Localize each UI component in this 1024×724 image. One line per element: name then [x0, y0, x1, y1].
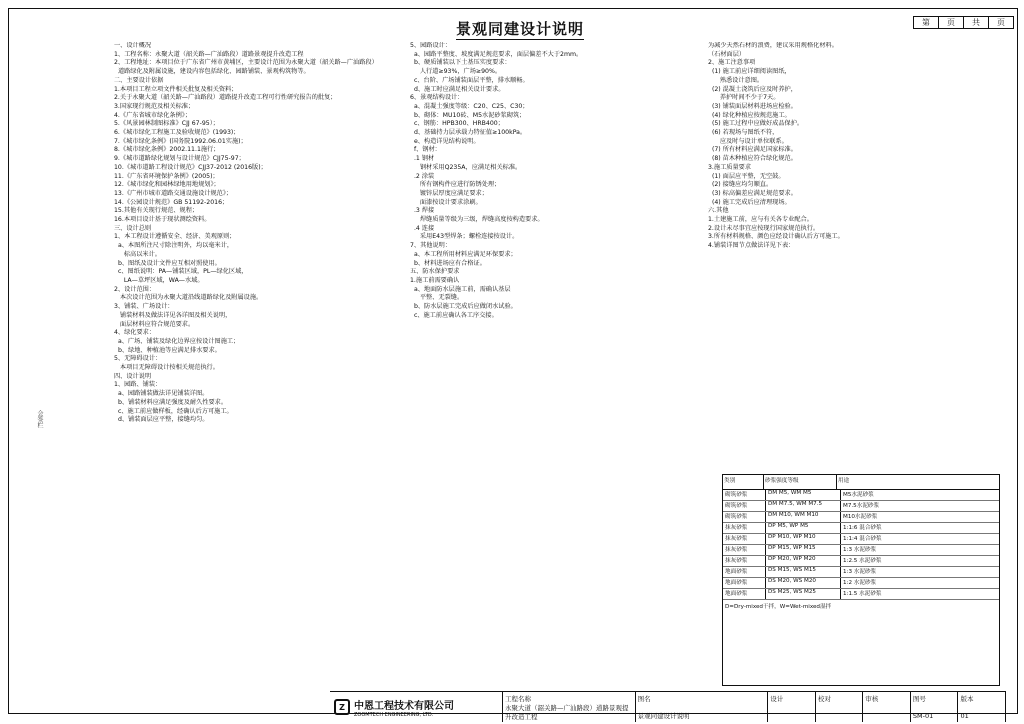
- text-line: 五、防水保护要求: [410, 268, 460, 276]
- text-line: 道路绿化及附属设施，建设内容包括绿化、园路铺装、景观构筑物等。: [114, 68, 310, 76]
- table-row: [723, 578, 999, 589]
- text-line: 面层材料应符合规范要求。: [114, 320, 195, 328]
- company-mark-icon: Z: [334, 699, 350, 715]
- text-line: 1、本工程设计遵循安全、经济、美观原则；: [114, 233, 236, 241]
- text-line: 二、主要设计依据: [114, 76, 164, 84]
- table-cell: 地面砂浆: [723, 567, 766, 577]
- text-line: 1、园路、铺装：: [114, 381, 162, 389]
- table-cell: DP M20, WP M20: [766, 556, 841, 566]
- text-line: 六.其他: [708, 207, 729, 215]
- text-line: 2.关于永聚大道（韶关路—广汕路段）道路提升改造工程可行性研究报告的批复；: [114, 94, 337, 102]
- table-cell: 1:1:4 混合砂浆: [843, 536, 882, 542]
- table-row: [723, 556, 999, 567]
- text-line: d、基础持力层承载力特征值≥100kPa。: [410, 129, 527, 137]
- text-line: 9.《城市道路绿化规划与设计规范》CJJ75-97；: [114, 155, 245, 163]
- table-cell: DS M20, WS M20: [766, 578, 841, 588]
- side-note: 会签栏: [36, 410, 43, 428]
- text-line: 6、景观结构设计：: [410, 94, 464, 102]
- text-line: (6) 若现场与图纸不符，: [708, 129, 779, 137]
- text-line: 铺装材料及做法详见各详图及相关说明，: [114, 311, 232, 319]
- text-line: b、图纸及设计文件应互相对照使用。: [114, 259, 221, 267]
- text-line: b、砌体：MU10砖、M5水泥砂浆砌筑；: [410, 111, 526, 119]
- text-line: a、本图所注尺寸除注明外，均以毫米计，: [114, 242, 234, 250]
- text-line: (1) 施工前应详细阅读图纸，: [708, 68, 791, 76]
- text-line: a、广场、铺装及绿化边界应按设计图施工；: [114, 337, 240, 345]
- text-line: (3) 标高偏差应满足规范要求。: [708, 189, 797, 197]
- text-line: d、铺装面层应平整，接缝均匀。: [114, 416, 209, 424]
- text-line: 平整、无裂缝。: [410, 294, 464, 302]
- left-column-text: [114, 42, 400, 672]
- title-block-label: 图名: [637, 695, 651, 703]
- text-line: (7) 所有材料应满足国家标准。: [708, 146, 797, 154]
- table-cell: 砌筑砂浆: [723, 490, 766, 500]
- text-line: 本项目无障碍设计按相关规范执行。: [114, 364, 219, 372]
- text-line: (8) 苗木种植应符合绿化规范。: [708, 155, 797, 163]
- text-line: (5) 施工过程中应做好成品保护。: [708, 120, 804, 128]
- table-cell: 抹灰砂浆: [723, 545, 766, 555]
- text-line: 8.《城市绿化条例》2002.11.1施行；: [114, 146, 220, 154]
- title-block-cell: [816, 692, 864, 722]
- table-cell: 1:1.5 水泥砂浆: [843, 591, 882, 597]
- title-block-value: 景观同建设计说明: [637, 712, 690, 720]
- table-row: [723, 589, 999, 600]
- table-header-cell: 砂浆强度等级: [764, 475, 837, 489]
- middle-column-text: [410, 42, 696, 672]
- table-cell: DP M10, WP M10: [766, 534, 841, 544]
- table-cell: M10水泥砂浆: [843, 514, 878, 520]
- text-line: 应及时与设计单位联系。: [708, 137, 788, 145]
- table-cell: DS M15, WS M15: [766, 567, 841, 577]
- page-title: 景观同建设计说明: [456, 20, 585, 38]
- title-block-label: 设计: [770, 695, 784, 703]
- text-line: 1.土建施工前，应与有关各专业配合。: [708, 216, 813, 224]
- text-line: 2、施工注意事项: [708, 59, 756, 67]
- text-line: 15.其他有关现行规范、规程；: [114, 207, 199, 215]
- text-line: 4.《广东省城市绿化条例》；: [114, 111, 192, 119]
- title-block-cell: [958, 692, 1006, 722]
- text-line: 6.《城市绿化工程施工及验收规范》(1993)；: [114, 129, 240, 137]
- title-block-cell: [768, 692, 816, 722]
- text-line: f、钢材：: [410, 146, 441, 154]
- title-block-label: 图号: [912, 695, 926, 703]
- text-line: .1 钢材: [410, 155, 435, 163]
- text-line: 熟悉设计意图。: [708, 76, 764, 84]
- text-line: a、园路平整度、坡度满足规范要求，面层偏差不大于2mm。: [410, 50, 583, 58]
- text-line: .4 连接: [410, 224, 435, 232]
- table-cell: 抹灰砂浆: [723, 556, 766, 566]
- text-line: c、施工前应确认各工序交接。: [410, 311, 498, 319]
- title-block-label: 校对: [817, 695, 831, 703]
- text-line: 2、设计范围：: [114, 285, 156, 293]
- table-header-cell: 用途: [838, 478, 850, 484]
- company-logo: [330, 692, 503, 722]
- title-block-cell: [503, 692, 636, 722]
- table-header: [723, 475, 999, 490]
- table-cell: 地面砂浆: [723, 589, 766, 599]
- table-cell: 1:2.5 水泥砂浆: [843, 558, 882, 564]
- table-header-cell: 类别: [723, 475, 764, 489]
- table-cell: 1:1:6 混合砂浆: [843, 525, 882, 531]
- text-line: 标高以米计。: [114, 250, 161, 258]
- text-line: a、本工程所用材料应满足环保要求；: [410, 250, 517, 258]
- text-line: (2) 接缝应均匀顺直。: [708, 181, 773, 189]
- text-line: 本次设计范围为永聚大道沿线道路绿化及附属设施。: [114, 294, 263, 302]
- title-block-label: 工程名称: [505, 695, 531, 703]
- table-row: [723, 567, 999, 578]
- text-line: 三、设计总则: [114, 224, 152, 232]
- table-cell: 抹灰砂浆: [723, 534, 766, 544]
- text-line: .3 焊接: [410, 207, 435, 215]
- table-cell: M5水泥砂浆: [843, 492, 874, 498]
- mortar-spec-table: [722, 474, 1000, 686]
- text-line: c、图纸说明：PA—铺装区域，PL—绿化区域，: [114, 268, 248, 276]
- text-line: 一、设计概况: [114, 42, 152, 49]
- table-cell: DP M15, WP M15: [766, 545, 841, 555]
- table-cell: DM M7.5, WM M7.5: [766, 501, 841, 511]
- text-line: b、材料进场应有合格证。: [410, 259, 486, 267]
- text-line: 2.设计未尽事宜应按现行国家规范执行。: [708, 224, 820, 232]
- text-line: 钢材采用Q235A，应满足相关标准。: [410, 163, 522, 171]
- text-line: c、钢筋：HPB300、HRB400；: [410, 120, 504, 128]
- table-row: [723, 490, 999, 501]
- title-block-value: 永聚大道（韶关路—广汕路段）道路景观提升改造工程: [505, 704, 629, 721]
- title-block-cell: [863, 692, 911, 722]
- text-line: 5.《风景园林制图标准》CJJ 67-95）；: [114, 120, 219, 128]
- text-line: (2) 混凝土浇筑后应及时养护，: [708, 85, 797, 93]
- text-line: c、台阶、广场铺装面层平整，排水顺畅。: [410, 76, 529, 84]
- title-block-label: 审核: [865, 695, 879, 703]
- text-line: a、混凝土强度等级：C20、C25、C30；: [410, 102, 529, 110]
- text-line: 11.《广东省环境保护条例》(2005)；: [114, 172, 219, 180]
- table-note: D=Dry-mixed干拌，W=Wet-mixed湿拌: [725, 604, 832, 610]
- table-cell: 地面砂浆: [723, 578, 766, 588]
- text-line: 四、设计说明: [114, 372, 152, 380]
- table-cell: 1:3 水泥砂浆: [843, 547, 877, 553]
- text-line: 3.所有材料规格、颜色应经设计确认后方可施工。: [708, 233, 844, 241]
- text-line: 焊缝质量等级为三级，焊缝高度按构造要求。: [410, 216, 544, 224]
- text-line: 3、铺装、广场设计：: [114, 303, 174, 311]
- page-box-cell: 页: [938, 17, 963, 28]
- text-line: 12.《城市绿化和园林绿地用地规划》；: [114, 181, 220, 189]
- page-number-box: [913, 16, 1014, 29]
- company-name: 中恩工程技术有限公司: [354, 700, 454, 712]
- text-line: 面漆按设计要求涂刷。: [410, 198, 482, 206]
- text-line: b、绿地、种植池等应满足排水要求。: [114, 346, 221, 354]
- text-line: (3) 铺装面层材料进场应检验。: [708, 102, 797, 110]
- text-line: 1、工程名称：永聚大道（韶关路—广汕路段）道路景观提升改造工程: [114, 50, 304, 58]
- page-box-cell: 共: [963, 17, 988, 28]
- title-block-label: 版本: [960, 695, 974, 703]
- text-line: 1.施工前需要确认: [410, 276, 460, 284]
- table-row: [723, 501, 999, 512]
- company-name-en: ZOOMTECH ENGINEERING, LTD.: [354, 711, 434, 718]
- title-block-cell: [911, 692, 959, 722]
- text-line: （石材面层）: [708, 50, 746, 58]
- text-line: 1.本项目工程立项文件相关批复及相关资料；: [114, 85, 238, 93]
- table-cell: M7.5水泥砂浆: [843, 503, 880, 509]
- text-line: 3.施工质量要求: [708, 163, 752, 171]
- text-line: 为减少天然石材的浪费，建议采用规格化材料。: [708, 42, 838, 49]
- text-line: 2、工程地址：本项目位于广东省广州市黄埔区，主要设计范围为永聚大道（韶关路—广汕路段）: [114, 59, 378, 67]
- text-line: 7.《城市绿化条例》(国务院1992.06.01实施)；: [114, 137, 247, 145]
- table-cell: DM M10, WM M10: [766, 512, 841, 522]
- text-line: e、构造详见结构说明。: [410, 137, 480, 145]
- text-line: LA—草坪区域，WA—水域。: [114, 276, 204, 284]
- table-cell: 抹灰砂浆: [723, 523, 766, 533]
- text-line: 人行道≥93%，广场≥90%。: [410, 68, 502, 76]
- text-line: a、园路铺装做法详见铺装详图。: [114, 390, 209, 398]
- table-row: [723, 523, 999, 534]
- text-line: (4) 绿化种植应按规范施工。: [708, 111, 791, 119]
- title-block-value: SM-01: [912, 712, 934, 720]
- text-line: (1) 面层应平整，无空鼓。: [708, 172, 785, 180]
- text-line: 4.铺装详图节点做法详见下表：: [708, 242, 795, 250]
- table-cell: DP M5, WP M5: [766, 523, 841, 533]
- table-row: [723, 512, 999, 523]
- text-line: d、施工时应满足相关设计要求。: [410, 85, 505, 93]
- text-line: b、防水层施工完成后应做闭水试验。: [410, 303, 517, 311]
- text-line: b、铺装材料应满足强度及耐久性要求。: [114, 398, 228, 406]
- text-line: c、施工前应做样板，经确认后方可施工。: [114, 407, 233, 415]
- page-box-cell: 第: [922, 18, 930, 27]
- text-line: 7、其他说明：: [410, 242, 452, 250]
- table-cell: 砌筑砂浆: [723, 501, 766, 511]
- text-line: 5、无障碍设计：: [114, 355, 162, 363]
- table-cell: 1:3 水泥砂浆: [843, 569, 877, 575]
- table-cell: DM M5, WM M5: [766, 490, 841, 500]
- text-line: 16.本项目设计基于现状测绘资料。: [114, 216, 211, 224]
- table-cell: 砌筑砂浆: [723, 512, 766, 522]
- text-line: a、地面防水层施工前，需确认基层: [410, 285, 511, 293]
- text-line: 3.国家现行规范及相关标准；: [114, 102, 195, 110]
- table-cell: 1:2 水泥砂浆: [843, 580, 877, 586]
- text-line: (4) 施工完成后应清理现场。: [708, 198, 791, 206]
- text-line: .2 涂装: [410, 172, 435, 180]
- text-line: b、硬质铺装以下土基压实度要求：: [410, 59, 511, 67]
- page-box-cell: 页: [988, 17, 1013, 28]
- title-block: [330, 691, 1006, 722]
- text-line: 13.《广州市城市道路交通设施设计规范》；: [114, 189, 233, 197]
- text-line: 镀锌层厚度应满足要求；: [410, 189, 488, 197]
- text-line: 养护时间不少于7天。: [708, 94, 780, 102]
- text-line: 14.《公园设计规范》GB 51192-2016；: [114, 198, 229, 206]
- text-line: 5、园路设计：: [410, 42, 452, 49]
- text-line: 所有钢构件应进行防锈处理；: [410, 181, 501, 189]
- title-block-value: 01: [960, 712, 969, 720]
- text-line: 4、绿化要求：: [114, 329, 156, 337]
- table-row: [723, 545, 999, 556]
- text-line: 10.《城市道路工程设计规范》CJJ37-2012 (2016版)；: [114, 163, 267, 171]
- table-cell: DS M25, WS M25: [766, 589, 841, 599]
- title-block-cell: [636, 692, 769, 722]
- table-row: [723, 534, 999, 545]
- text-line: 采用E43型焊条；螺栓连接按设计。: [410, 233, 519, 241]
